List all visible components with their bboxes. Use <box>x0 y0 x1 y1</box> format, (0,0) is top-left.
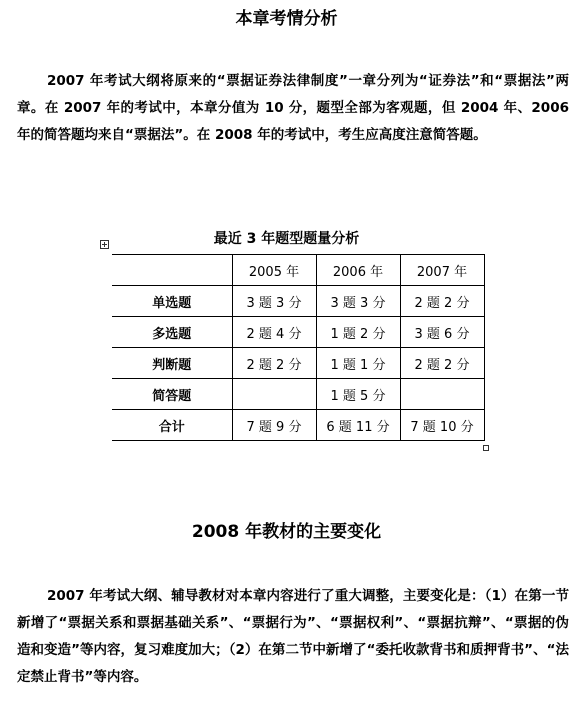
table-cell: 2 题 2 分 <box>400 348 484 379</box>
row-label: 判断题 <box>112 348 232 379</box>
table-cell: 2 题 2 分 <box>400 286 484 317</box>
table-total-row <box>112 410 484 441</box>
table-cell: 1 题 5 分 <box>316 379 400 410</box>
table-cell <box>232 379 316 410</box>
table-cell: 1 题 1 分 <box>316 348 400 379</box>
table-cell: 1 题 2 分 <box>316 317 400 348</box>
row-label: 合计 <box>112 410 232 441</box>
table-row <box>112 348 484 379</box>
changes-paragraph: 2007 年考试大纲、辅导教材对本章内容进行了重大调整，主要变化是：（1）在第一节新增了“票据关系和票据基础关系”、“票据行为”、“票据权利”、“票据抗辩”、“票据的伪造和变造”等内容，复习难度加大；（2）在第二节中新增了“委托收款背书和质押背书”、“法定禁止背书”等内容。 <box>17 588 569 685</box>
table-header-cell: 2007 年 <box>400 255 484 286</box>
table-cell: 7 题 10 分 <box>400 410 484 441</box>
table-move-handle-icon[interactable] <box>100 240 109 249</box>
table-caption: 最近 3 年题型题量分析 <box>213 231 360 247</box>
question-stats-table <box>112 254 485 441</box>
table-row <box>112 317 484 348</box>
table-cell: 7 题 9 分 <box>232 410 316 441</box>
table-cell: 2 题 2 分 <box>232 348 316 379</box>
table-resize-handle-icon[interactable] <box>483 445 489 451</box>
page-title: 本章考情分析 <box>235 9 338 29</box>
table-header-cell: 2005 年 <box>232 255 316 286</box>
table-cell: 3 题 3 分 <box>316 286 400 317</box>
table-row <box>112 286 484 317</box>
table-cell: 3 题 6 分 <box>400 317 484 348</box>
table-header-row <box>112 255 484 286</box>
table-cell: 2 题 4 分 <box>232 317 316 348</box>
table-header-cell: 2006 年 <box>316 255 400 286</box>
table-header-cell <box>112 255 232 286</box>
row-label: 多选题 <box>112 317 232 348</box>
table-cell: 6 题 11 分 <box>316 410 400 441</box>
section-title: 2008 年教材的主要变化 <box>191 522 382 542</box>
intro-paragraph: 2007 年考试大纲将原来的“票据证券法律制度”一章分列为“证券法”和“票据法”两章。在 2007 年的考试中，本章分值为 10 分，题型全部为客观题，但 2004 年、2006 年的简答题均来自“票据法”。在 2008 年的考试中，考生应高度注意简答题。 <box>17 73 569 143</box>
table-row <box>112 379 484 410</box>
row-label: 单选题 <box>112 286 232 317</box>
table-cell: 3 题 3 分 <box>232 286 316 317</box>
row-label: 简答题 <box>112 379 232 410</box>
table-cell <box>400 379 484 410</box>
